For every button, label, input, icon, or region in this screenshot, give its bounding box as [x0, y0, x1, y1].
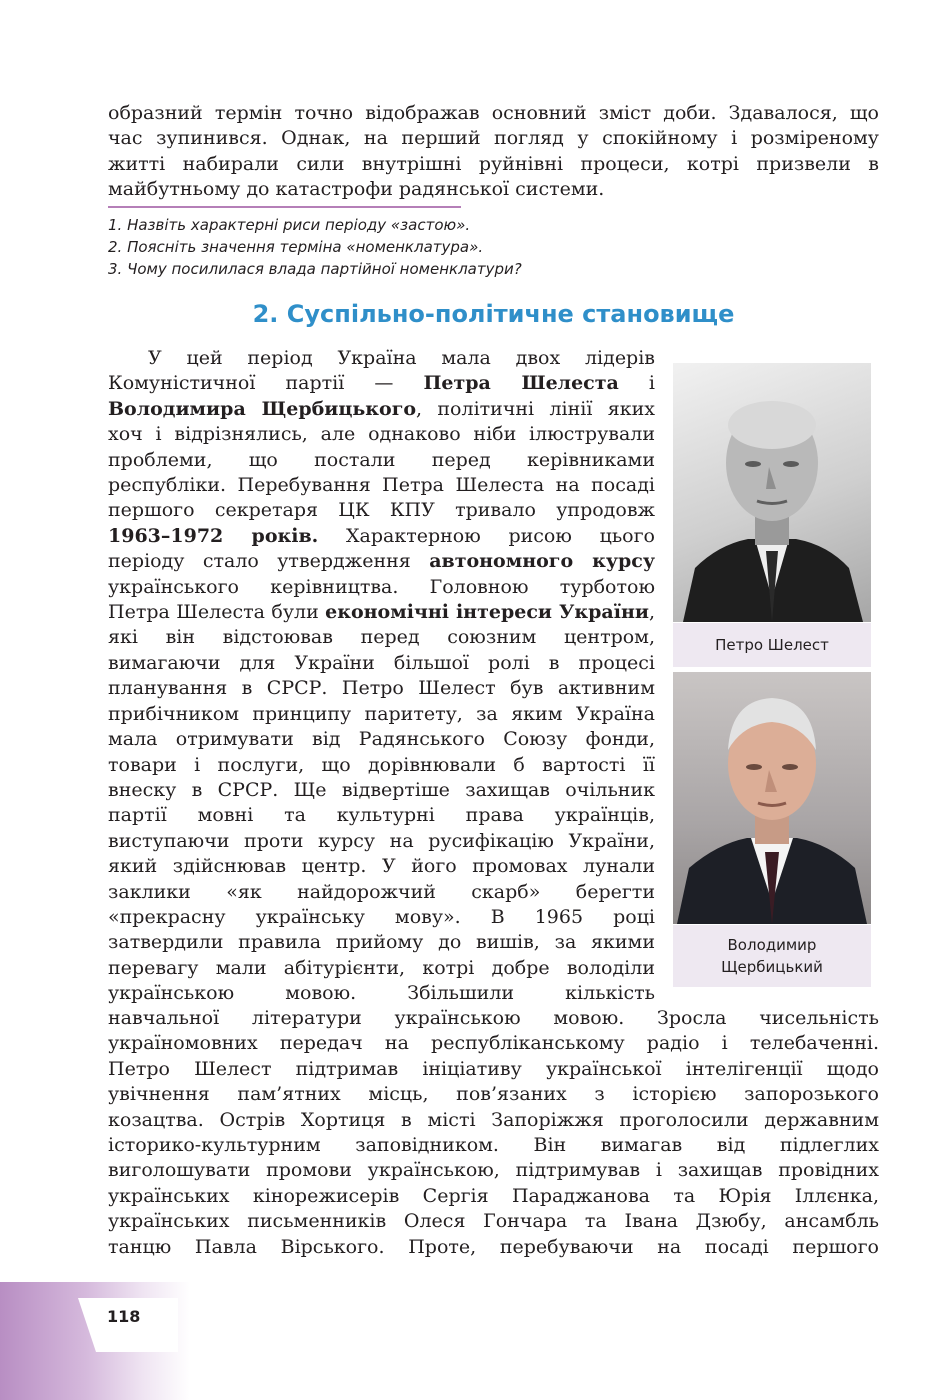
text-line: вимагаючи для України більшої ролі в процесі	[108, 651, 655, 674]
portrait-photo-shelest	[673, 363, 871, 622]
question-item: 2. Поясніть значення терміна «номенклатура».	[108, 238, 484, 256]
text-line: партії мовні та культурні права українців,	[108, 804, 655, 827]
text-line: прибічником принципу паритету, за яким Україна	[108, 702, 655, 725]
text-line: внеску в СРСР. Ще відвертіше захищав очільник	[108, 778, 655, 801]
text-line: Комуністичної партії — Петра Шелеста і	[108, 372, 655, 395]
text-line: планування в СРСР. Петро Шелест був активним	[108, 677, 655, 700]
text-line: образний термін точно відображав основний зміст доби. Здавалося, що	[108, 102, 879, 124]
text-line: першого секретаря ЦК КПУ тривало упродовж	[108, 499, 655, 522]
body-paragraph-wide	[108, 1006, 879, 1260]
text-line: навчальної літератури українською мовою. Зросла чисельність	[108, 1007, 879, 1029]
body-paragraph-narrow	[108, 346, 655, 1007]
section-divider	[108, 206, 461, 208]
text-line: увічнення пам’ятних місць, пов’язаних з історією запорозького	[108, 1083, 879, 1106]
text-line: Петро Шелест підтримав ініціативу української інтелігенції щодо	[108, 1057, 879, 1080]
text-line: періоду стало утвердження автономного курсу	[108, 550, 655, 573]
text-line: Петра Шелеста були економічні інтереси України,	[108, 601, 655, 624]
text-line: виступаючи проти курсу на русифікацію України,	[108, 829, 655, 852]
text-line: українських кінорежисерів Сергія Параджанова та Юрія Іллєнка,	[108, 1184, 879, 1207]
text-line: республіки. Перебування Петра Шелеста на посаді	[108, 474, 655, 497]
text-line: житті набирали сили внутрішні руйнівні процеси, котрі призвели в	[108, 152, 879, 175]
page-number: 118	[107, 1307, 141, 1326]
bold-term: автономного курсу	[429, 550, 655, 573]
text-line: 1963–1972 років. Характерною рисою цього	[108, 524, 656, 547]
text-line: україномовних передач на республіканському радіо і телебаченні.	[108, 1032, 879, 1055]
bold-term: економічні інтереси України	[325, 601, 649, 624]
bold-term: 1963–1972 років.	[108, 524, 319, 547]
portrait-illustration	[673, 672, 871, 924]
text-line: проблеми, що постали перед керівниками	[108, 448, 655, 471]
text-line: час зупинився. Однак, на перший погляд у спокійному і розміреному	[108, 127, 879, 150]
text-line: українською мовою. Збільшили кількість	[108, 982, 655, 1005]
text-line: козацтва. Острів Хортиця в місті Запоріжжя проголосили державним	[108, 1108, 879, 1131]
text-line: мала отримувати від Радянського Союзу фонди,	[108, 728, 655, 751]
portrait-illustration	[673, 363, 871, 622]
question-item: 1. Назвіть характерні риси періоду «застою».	[108, 216, 471, 234]
text-line: У цей період Україна мала двох лідерів	[148, 347, 655, 369]
text-line: українських письменників Олеся Гончара та Івана Дзюбу, ансамбль	[108, 1210, 879, 1233]
intro-paragraph	[108, 101, 879, 203]
photo-caption: Петро Шелест	[673, 623, 871, 667]
question-item: 3. Чому посилилася влада партійної номенклатури?	[108, 260, 522, 278]
section-heading: 2. Суспільно-політичне становище	[252, 300, 735, 328]
text-line: заклики «як найдорожчий скарб» берегти	[108, 880, 655, 903]
text-line: виголошувати промови українською, підтримував і захищав провідних	[108, 1159, 879, 1182]
text-line: товари і послуги, що дорівнювали б вартості її	[108, 753, 655, 776]
photo-caption: Володимир Щербицький	[673, 925, 871, 987]
text-line: майбутньому до катастрофи радянської системи.	[108, 178, 605, 201]
text-line: хоч і відрізнялись, але однаково ніби ілюстрували	[108, 423, 655, 446]
text-line: українського керівництва. Головною турботою	[108, 575, 655, 598]
text-line: затвердили правила прийому до вишів, за якими	[108, 931, 655, 954]
text-line: перевагу мали абітурієнти, котрі добре володіли	[108, 956, 655, 979]
bold-term: Володимира Щербицького	[108, 397, 417, 420]
bold-term: Петра Шелеста	[423, 372, 619, 395]
text-line: Володимира Щербицького, політичні лінії яких	[108, 397, 655, 420]
text-line: який здійснював центр. У його промовах лунали	[108, 855, 655, 878]
review-questions	[108, 214, 808, 280]
text-line: танцю Павла Вірського. Проте, перебуваючи на посаді першого	[108, 1235, 879, 1258]
portrait-photo-shcherbytsky	[673, 672, 871, 924]
text-line: які він відстоював перед союзним центром,	[108, 626, 655, 649]
text-line: «прекрасну українську мову». В 1965 році	[108, 905, 655, 928]
text-line: історико-культурним заповідником. Він вимагав від підлеглих	[108, 1134, 879, 1157]
